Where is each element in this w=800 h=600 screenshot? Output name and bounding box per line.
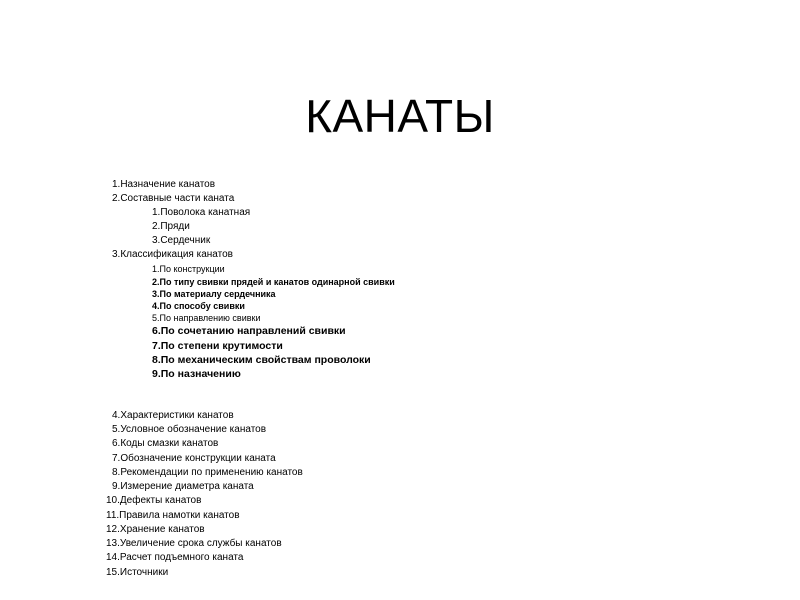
toc-item-10[interactable]: 10.Дефекты канатов [106,495,202,506]
toc-item-2[interactable]: 2.Составные части каната [112,193,235,204]
toc-item-3[interactable]: 3.Классификация канатов [112,249,233,260]
toc-item-7[interactable]: 7.Обозначение конструкции каната [112,453,276,464]
toc-item-8[interactable]: 8.Рекомендации по применению канатов [112,467,303,478]
toc-item-9[interactable]: 9.Измерение диаметра каната [112,481,254,492]
toc-item-5[interactable]: 5.Условное обозначение канатов [112,424,267,435]
toc-subitem-3-6[interactable]: 6.По сочетанию направлений свивки [152,325,346,337]
toc-item-14[interactable]: 14.Расчет подъемного каната [106,552,244,563]
toc-item-12[interactable]: 12.Хранение канатов [106,524,205,535]
toc-subitem-3-2[interactable]: 2.По типу свивки прядей и канатов одинарной свивки [152,277,395,287]
toc-subitem-3-3[interactable]: 3.По материалу сердечника [152,289,276,299]
toc-subitem-3-1[interactable]: 1.По конструкции [152,264,225,274]
toc-subitem-3-8[interactable]: 8.По механическим свойствам проволоки [152,354,371,366]
toc-item-13[interactable]: 13.Увеличение срока службы канатов [106,538,282,549]
toc-item-6[interactable]: 6.Коды смазки канатов [112,438,219,449]
toc-item-11[interactable]: 11.Правила намотки канатов [106,510,240,521]
toc-subitem-3-9[interactable]: 9.По назначению [152,368,241,380]
toc-item-15[interactable]: 15.Источники [106,567,169,578]
toc-subitem-3-4[interactable]: 4.По способу свивки [152,301,245,311]
toc-subitem-2-1[interactable]: 1.Поволока канатная [152,207,251,218]
toc-subitem-3-5[interactable]: 5.По направлению свивки [152,313,261,323]
toc-item-1[interactable]: 1.Назначение канатов [112,179,216,190]
toc-subitem-2-3[interactable]: 3.Сердечник [152,235,211,246]
toc-subitem-2-2[interactable]: 2.Пряди [152,221,190,232]
toc-item-4[interactable]: 4.Характеристики канатов [112,410,234,421]
toc-subitem-3-7[interactable]: 7.По степени крутимости [152,340,283,352]
slide-title: КАНАТЫ [305,90,495,142]
